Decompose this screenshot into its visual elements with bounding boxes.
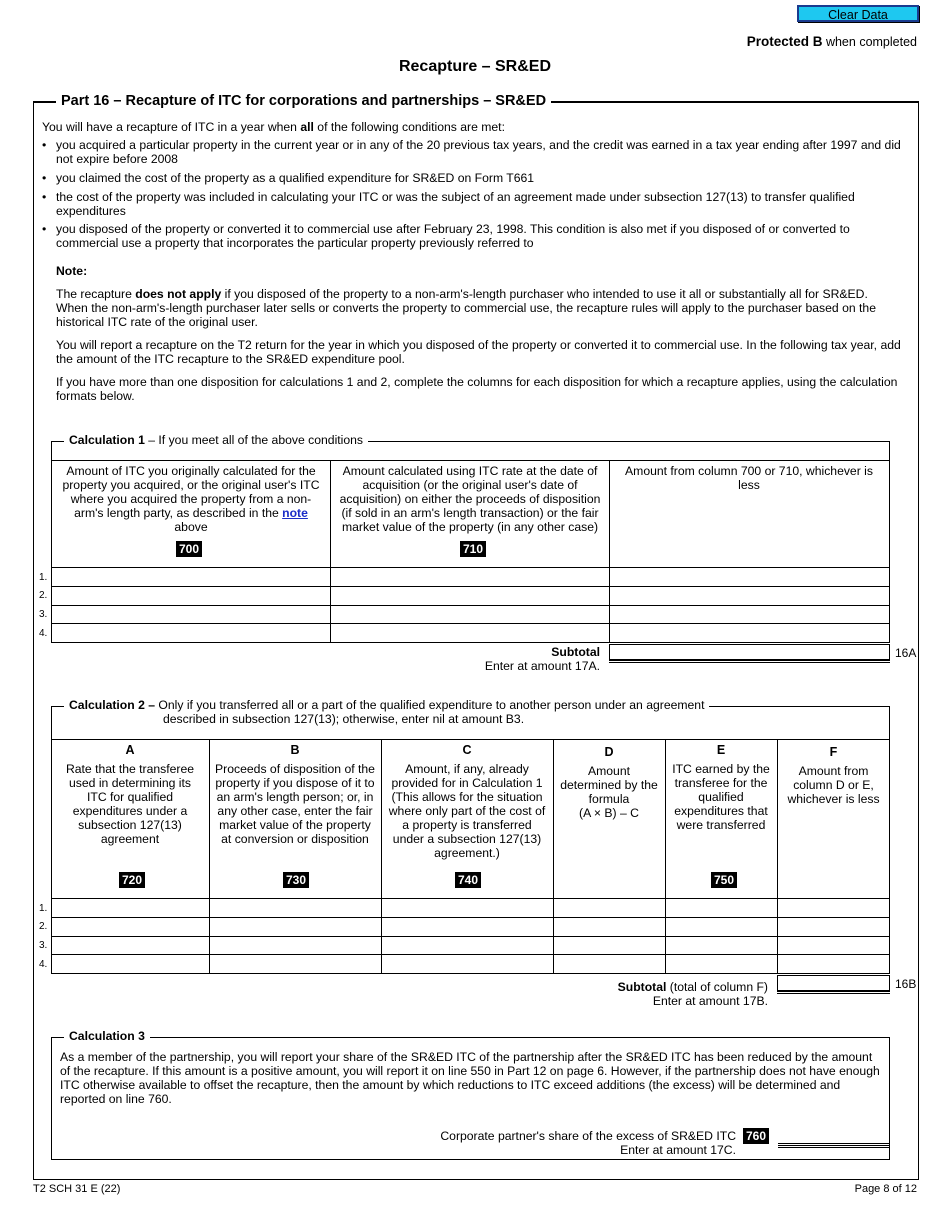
- calc3-title: Calculation 3: [64, 1029, 150, 1043]
- calc1-row1-result-input[interactable]: [610, 568, 889, 585]
- calc2-row3-col-a-input[interactable]: [52, 937, 209, 953]
- calc1-row-3-number: 3.: [39, 609, 48, 620]
- calc2-row2-col-a-input[interactable]: [52, 918, 209, 935]
- line-code-710: 710: [460, 541, 486, 557]
- calc1-col-700-header: Amount of ITC you originally calculated for the property you acquired, or the original user's ITC where you acquired the property from a non-arm's length party, as described in the note above: [62, 464, 320, 534]
- calc2-row1-col-f-input[interactable]: [778, 899, 889, 916]
- calc2-col-d-formula: (A × B) – C: [579, 806, 639, 820]
- calc1-col-710-header: Amount calculated using ITC rate at the date of acquisition (or the original user's date of acquisition) on either the proceeds of disposition (if sold in an arm's length transaction) or the fair market value of the property (in any other case): [339, 464, 601, 534]
- condition-1: • you acquired a particular property in the current year or in any of the 20 previous tax years, and the credit was earned in a tax year ending after 1997 and did not expire before 2008: [42, 138, 912, 166]
- calc2-col-a-letter: A: [125, 743, 135, 757]
- calc2-row3-col-f-input[interactable]: [778, 937, 889, 953]
- line-760-input[interactable]: [778, 1128, 889, 1144]
- calc1-row4-710-input[interactable]: [331, 624, 608, 641]
- calc1-row2-700-input[interactable]: [52, 587, 329, 604]
- calc1-row3-result-input[interactable]: [610, 606, 889, 622]
- calc2-subtotal-label: Subtotal (total of column F): [617, 980, 768, 994]
- calc2-col-c-letter: C: [462, 743, 472, 757]
- calc1-col-result-header: Amount from column 700 or 710, whichever is less: [625, 464, 873, 492]
- form-id: T2 SCH 31 E (22): [33, 1183, 121, 1195]
- note-paragraph-2: You will report a recapture on the T2 return for the year in which you disposed of the property or converted it to commercial use. In the following tax year, add the amount of the ITC recapture to the SR&ED expenditure pool.: [56, 338, 901, 366]
- calc2-row4-col-e-input[interactable]: [666, 955, 777, 972]
- calc1-row3-700-input[interactable]: [52, 606, 329, 622]
- line-code-740: 740: [455, 872, 481, 888]
- calc1-row-2-number: 2.: [39, 590, 48, 601]
- calc1-subtotal-note: Enter at amount 17A.: [484, 659, 600, 673]
- calc2-row3-col-d-input[interactable]: [554, 937, 665, 953]
- calc2-row3-col-b-input[interactable]: [210, 937, 381, 953]
- calc2-col-d-letter: D: [604, 745, 614, 759]
- amount-code-16b: 16B: [895, 977, 917, 991]
- calc2-row3-col-e-input[interactable]: [666, 937, 777, 953]
- calc2-row2-col-e-input[interactable]: [666, 918, 777, 935]
- protected-notice: Protected B when completed: [746, 34, 917, 49]
- calc2-row4-col-b-input[interactable]: [210, 955, 381, 972]
- calc2-row2-col-f-input[interactable]: [778, 918, 889, 935]
- calc2-col-a-header: Rate that the transferee used in determining its ITC for qualified expenditures under a subsection 127(13) agreement: [65, 762, 195, 846]
- calc2-col-b-header: Proceeds of disposition of the property if you dispose of it to an arm's length person; or, in any other case, enter the fair market value of the property at conversion or disposition: [215, 762, 375, 846]
- calc2-row2-col-b-input[interactable]: [210, 918, 381, 935]
- calc2-col-f-header: Amount from column D or E, whichever is less: [787, 764, 880, 806]
- calc2-row1-col-c-input[interactable]: [382, 899, 553, 916]
- calc2-row4-col-f-input[interactable]: [778, 955, 889, 972]
- amount-code-16a: 16A: [895, 646, 917, 660]
- calc2-row4-col-a-input[interactable]: [52, 955, 209, 972]
- calc2-col-d-header: Amount determined by the formula (A × B) – C: [560, 764, 658, 820]
- calc2-subtotal-note: Enter at amount 17B.: [652, 994, 768, 1008]
- line-code-760: 760: [743, 1128, 769, 1144]
- page-number: Page 8 of 12: [854, 1183, 917, 1195]
- calc1-row1-710-input[interactable]: [331, 568, 608, 585]
- calc2-row-1-number: 1.: [39, 903, 48, 914]
- line-code-730: 730: [283, 872, 309, 888]
- calc1-subtotal-label: Subtotal: [551, 645, 600, 659]
- calc2-row1-col-d-input[interactable]: [554, 899, 665, 916]
- calc3-line-label: Corporate partner's share of the excess of SR&ED ITC: [440, 1129, 736, 1143]
- calc1-title: Calculation 1 – If you meet all of the above conditions: [64, 433, 368, 447]
- calc2-row1-col-e-input[interactable]: [666, 899, 777, 916]
- note-link[interactable]: note: [282, 506, 308, 520]
- condition-2: • you claimed the cost of the property as a qualified expenditure for SR&ED on Form T661: [42, 171, 912, 185]
- calc1-row-1-number: 1.: [39, 572, 48, 583]
- calc2-col-b-letter: B: [290, 743, 300, 757]
- part16-title: Part 16 – Recapture of ITC for corporations and partnerships – SR&ED: [56, 93, 551, 109]
- calc2-col-e-letter: E: [716, 743, 726, 757]
- calc2-row-3-number: 3.: [39, 940, 48, 951]
- calc2-row1-col-a-input[interactable]: [52, 899, 209, 916]
- calc1-row3-710-input[interactable]: [331, 606, 608, 622]
- calc2-col-c-header: Amount, if any, already provided for in Calculation 1 (This allows for the situation where only part of the cost of a property is transferred under a subsection 127(13) agreement.): [388, 762, 546, 860]
- calc3-text: As a member of the partnership, you will report your share of the SR&ED ITC of the partnership after the SR&ED ITC has been reduced by the amount of the recapture. If this amount is a positive amount, you will report it on line 550 in Part 12 on page 6. However, if the partnership does not have enough ITC otherwise available to offset the recapture, then the amount by which reductions to ITC exceed additions (the excess) will be determined and reported on line 760.: [60, 1050, 880, 1106]
- calc2-row-4-number: 4.: [39, 959, 48, 970]
- note-paragraph-1: The recapture does not apply if you disposed of the property to a non-arm's-length purchaser who intended to use it all or substantially all for SR&ED. When the non-arm's-length purchaser later sells or converts the property to commercial use, the recapture rules will apply to the purchaser based on the historical ITC rate of the original user.: [56, 287, 876, 329]
- condition-4: • you disposed of the property or converted it to commercial use after February 23, 1998. This condition is also met if you disposed of or converted to commercial use a property that incorporates the particular property previously referred to: [42, 222, 912, 250]
- calc2-row4-col-c-input[interactable]: [382, 955, 553, 972]
- calc1-row-4-number: 4.: [39, 628, 48, 639]
- calc2-row1-col-b-input[interactable]: [210, 899, 381, 916]
- calc2-row2-col-c-input[interactable]: [382, 918, 553, 935]
- calc2-col-e-header: ITC earned by the transferee for the qualified expenditures that were transferred: [672, 762, 770, 832]
- calc2-row3-col-c-input[interactable]: [382, 937, 553, 953]
- line-code-720: 720: [119, 872, 145, 888]
- condition-3: • the cost of the property was included in calculating your ITC or was the subject of an agreement made under subsection 127(13) to transfer qualified expenditures: [42, 190, 912, 218]
- calc1-row2-710-input[interactable]: [331, 587, 608, 604]
- note-paragraph-3: If you have more than one disposition for calculations 1 and 2, complete the columns for each disposition for which a recapture applies, using the calculation formats below.: [56, 375, 898, 403]
- calc2-row-2-number: 2.: [39, 921, 48, 932]
- line-code-700: 700: [176, 541, 202, 557]
- calc1-row4-result-input[interactable]: [610, 624, 889, 641]
- note-label: Note:: [56, 264, 88, 278]
- calc2-row2-col-d-input[interactable]: [554, 918, 665, 935]
- calc1-row1-700-input[interactable]: [52, 568, 329, 585]
- calc2-title: Calculation 2 – Only if you transferred all or a part of the qualified expenditure to another person under an agreement described in subsection 127(13); otherwise, enter nil at amount B3.: [64, 698, 709, 726]
- calc3-line-note: Enter at amount 17C.: [620, 1143, 736, 1157]
- line-code-750: 750: [711, 872, 737, 888]
- subtotal-16b-input[interactable]: [777, 975, 890, 991]
- calc2-row4-col-d-input[interactable]: [554, 955, 665, 972]
- page-title: Recapture – SR&ED: [398, 58, 552, 75]
- intro-text: You will have a recapture of ITC in a year when all of the following conditions are met:: [42, 120, 505, 134]
- clear-data-button[interactable]: Clear Data: [797, 5, 919, 22]
- subtotal-16a-input[interactable]: [609, 644, 890, 660]
- calc1-row4-700-input[interactable]: [52, 624, 329, 641]
- calc2-col-f-letter: F: [829, 745, 838, 759]
- calc1-row2-result-input[interactable]: [610, 587, 889, 604]
